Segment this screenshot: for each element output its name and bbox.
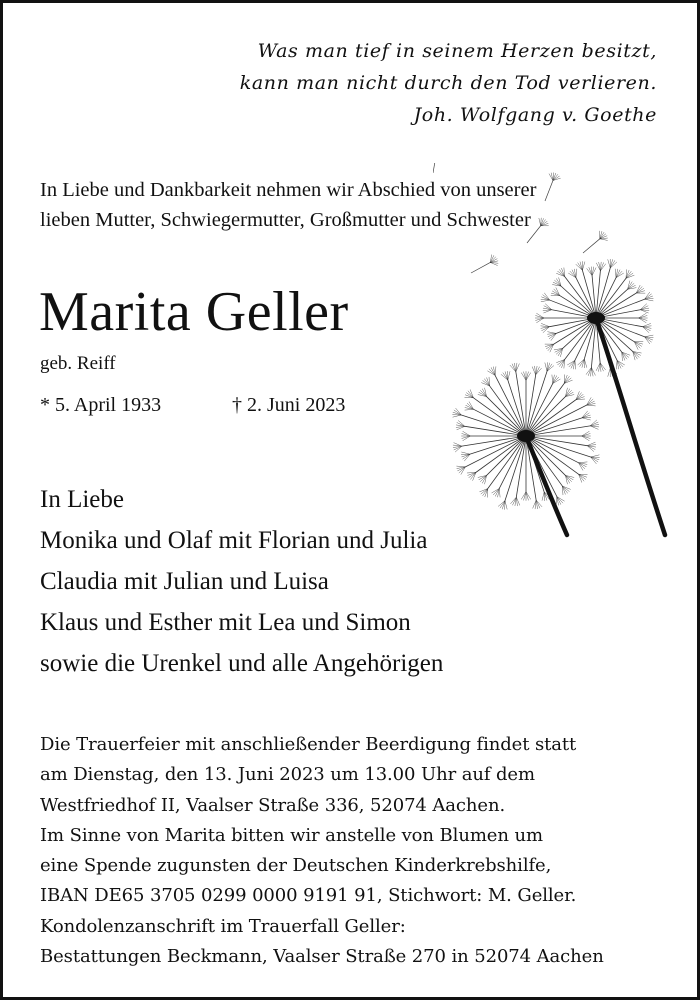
birth-date: * 5. April 1933 <box>40 394 162 416</box>
family-line-3: Klaus und Esther mit Lea und Simon <box>40 609 411 636</box>
family-line-2: Claudia mit Julian und Luisa <box>40 568 329 595</box>
deceased-name: Marita Geller <box>39 281 349 343</box>
ceremony-line-3: Westfriedhof II, Vaalser Straße 336, 52074 Aachen. <box>40 794 506 816</box>
quote-line-2: kann man nicht durch den Tod verlieren. <box>239 72 657 94</box>
ceremony-line-2: am Dienstag, den 13. Juni 2023 um 13.00 Uhr auf dem <box>40 764 535 786</box>
family-list <box>40 479 443 684</box>
condolence-line-1: Kondolenzanschrift im Trauerfall Geller: <box>40 915 406 937</box>
quote-author: Joh. Wolfgang v. Goethe <box>413 104 657 126</box>
dandelion-illustration-icon <box>433 163 693 543</box>
death-date: † 2. Juni 2023 <box>232 394 346 416</box>
goethe-quote <box>240 35 657 131</box>
donation-line-2: eine Spende zugunsten der Deutschen Kinderkrebshilfe, <box>40 855 552 877</box>
intro-line-1: In Liebe und Dankbarkeit nehmen wir Abschied von unserer <box>40 179 537 201</box>
family-line-1: Monika und Olaf mit Florian und Julia <box>40 527 428 554</box>
quote-line-1: Was man tief in seinem Herzen besitzt, <box>257 40 657 62</box>
family-line-4: sowie die Urenkel und alle Angehörigen <box>40 650 444 677</box>
donation-line-3: IBAN DE65 3705 0299 0000 9191 91, Stichwort: M. Geller. <box>40 885 577 907</box>
family-heading: In Liebe <box>40 486 124 513</box>
intro-line-2: lieben Mutter, Schwiegermutter, Großmutter und Schwester <box>40 209 531 231</box>
birth-name: geb. Reiff <box>40 353 116 374</box>
donation-line-1: Im Sinne von Marita bitten wir anstelle von Blumen um <box>40 824 543 846</box>
ceremony-line-1: Die Trauerfeier mit anschließender Beerdigung findet statt <box>40 734 577 755</box>
condolence-line-2: Bestattungen Beckmann, Vaalser Straße 270 in 52074 Aachen <box>40 946 604 968</box>
funeral-information <box>40 730 604 972</box>
life-dates <box>40 392 346 418</box>
